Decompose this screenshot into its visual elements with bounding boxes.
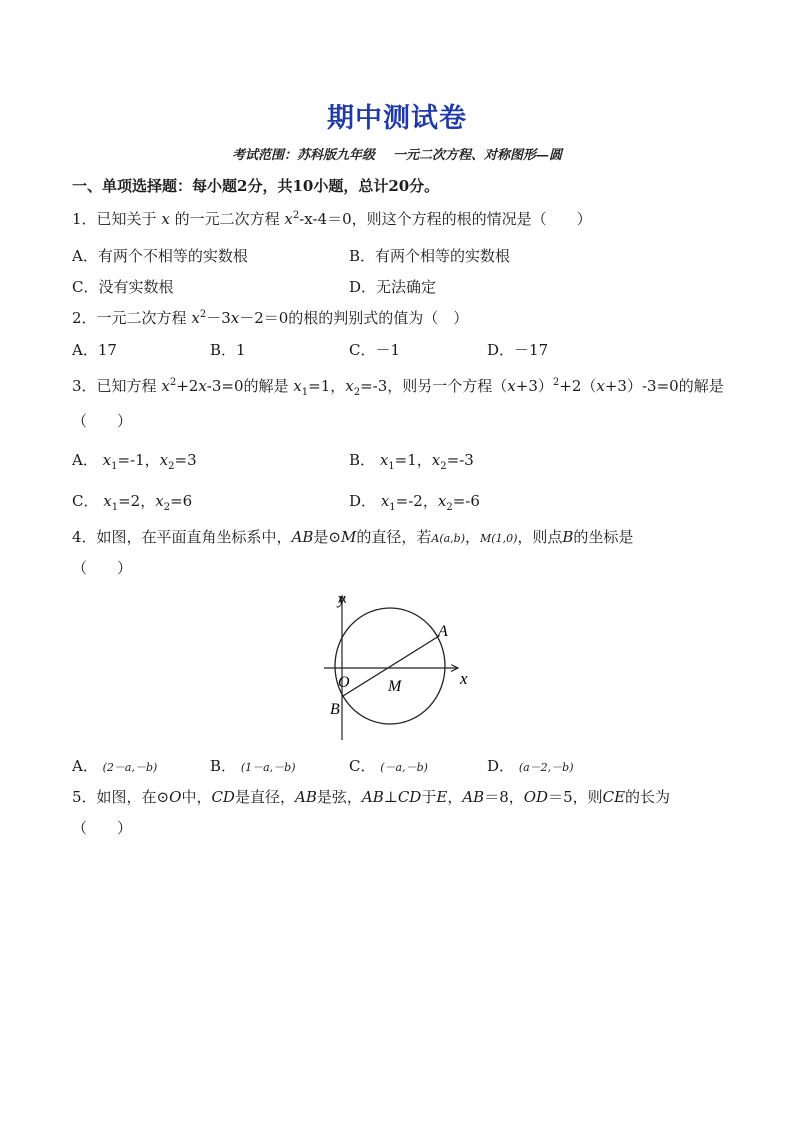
- q4-sep: ，: [465, 528, 481, 546]
- q3-text: 已知方程: [96, 377, 157, 395]
- q3-p3: +3）-3=0的解是: [604, 377, 724, 395]
- q3-eq-x2: x: [198, 377, 207, 395]
- option-text: 17: [97, 341, 117, 359]
- q4-m: M: [341, 528, 357, 546]
- q3-eq-rest: -3=0的解是: [206, 377, 289, 395]
- q4-option-c: [349, 756, 428, 778]
- q4-answer-paren: （ ）: [72, 559, 133, 577]
- option-key: C．: [72, 278, 99, 296]
- q1-text-mid: 的一元二次方程: [174, 210, 280, 228]
- option-text: 无法确定: [376, 278, 437, 296]
- q3-p1: +3）: [515, 377, 553, 395]
- q2-eq-b: －3: [206, 309, 231, 327]
- question-2: [72, 308, 468, 328]
- q2-option-b: [210, 340, 246, 360]
- circle-coordinate-figure: [318, 588, 478, 744]
- q2-option-a: [72, 340, 117, 360]
- opt-var: x: [155, 492, 164, 510]
- question-3: [72, 376, 724, 396]
- opt-var: x: [103, 492, 112, 510]
- q3-sub2: 2: [353, 387, 361, 398]
- option-text: 有两个相等的实数根: [375, 247, 511, 265]
- section-heading: 一、单项选择题：每小题2分，共10小题，总计20分。: [72, 177, 440, 195]
- q5-t1: 中，: [181, 788, 212, 806]
- q3-x1: x: [293, 377, 302, 395]
- question-number: 4．: [72, 528, 97, 546]
- q3-sub1: 1: [301, 387, 309, 398]
- q1-option-b: [349, 246, 510, 266]
- label-a: A: [438, 623, 448, 640]
- question-1: [72, 209, 592, 229]
- opt-val: =2，: [118, 492, 156, 510]
- q4-text-post: ，则点: [517, 528, 563, 546]
- option-key: C．: [349, 341, 376, 359]
- page-title: 期中测试卷: [327, 103, 467, 134]
- q2-eq-rest: －2＝0的根的判别式的值为（ ）: [239, 309, 469, 327]
- label-o: O: [338, 674, 350, 691]
- q3-eq-x: x: [161, 377, 170, 395]
- opt-val: =-3: [446, 451, 474, 469]
- opt-sub: 2: [168, 461, 175, 472]
- q2-eq-exp: 2: [199, 309, 207, 320]
- q5-ab2: AB: [361, 788, 384, 806]
- question-5: [72, 787, 670, 807]
- q3-eq-exp: 2: [169, 377, 177, 388]
- q5-cd: CD: [211, 788, 235, 806]
- q5-od: OD: [523, 788, 549, 806]
- question-number: 1．: [72, 210, 97, 228]
- q5-t3: 是弦，: [316, 788, 362, 806]
- q3-x4: x: [596, 377, 605, 395]
- option-key: B．: [210, 757, 237, 775]
- opt-sub: 1: [111, 502, 119, 513]
- q3-eq-b: +2: [176, 377, 199, 395]
- q2-option-d: [487, 340, 548, 360]
- q4-b: B: [562, 528, 574, 546]
- opt-val: =6: [170, 492, 193, 510]
- q3-p2: +2（: [559, 377, 597, 395]
- opt-var: x: [159, 451, 169, 469]
- q1-eq-rest: -x-4＝0，则这个方程的根的情况是（ ）: [299, 210, 592, 228]
- q4-text-mid: 是⊙: [313, 528, 341, 546]
- option-key: B．: [349, 451, 376, 469]
- q5-t4: ⊥: [383, 788, 398, 806]
- q5-o: O: [169, 788, 182, 806]
- option-key: D．: [487, 341, 515, 359]
- q4-option-a: [72, 756, 157, 778]
- q2-eq-x2: x: [230, 309, 240, 327]
- option-text: (a－2,－b): [518, 761, 574, 774]
- q3-x2: x: [345, 377, 354, 395]
- opt-var: x: [431, 451, 441, 469]
- option-text: (1－a,－b): [240, 761, 296, 774]
- option-key: D．: [349, 492, 377, 510]
- q4-text-post2: 的坐标是: [573, 528, 634, 546]
- opt-sub: 2: [163, 502, 171, 513]
- q4-text: 如图，在平面直角坐标系中，: [96, 528, 292, 546]
- q5-t2: 是直径，: [234, 788, 295, 806]
- question-number: 5．: [72, 788, 97, 806]
- q4-text-mid2: 的直径，若: [356, 528, 432, 546]
- q4-point-a: A(a,b): [431, 532, 465, 545]
- q3-option-c: [72, 491, 192, 511]
- q3-v1: =1，: [308, 377, 346, 395]
- option-key: C．: [72, 492, 99, 510]
- opt-val: =-6: [452, 492, 480, 510]
- q3-answer-paren: （ ）: [72, 412, 133, 430]
- scope-label: 考试范围：苏科版九年级: [231, 148, 375, 163]
- option-text: 没有实数根: [98, 278, 174, 296]
- option-text: 有两个不相等的实数根: [97, 247, 248, 265]
- question-4: [72, 527, 633, 549]
- q4-option-d: [487, 756, 574, 778]
- label-m: M: [388, 678, 402, 695]
- opt-sub: 1: [111, 461, 118, 472]
- opt-sub: 1: [389, 502, 396, 513]
- q3-option-d: [349, 491, 480, 511]
- q5-t5: 于: [421, 788, 437, 806]
- q5-ce: CE: [602, 788, 626, 806]
- option-key: A．: [72, 341, 98, 359]
- opt-var: x: [102, 451, 112, 469]
- option-text: －1: [375, 341, 401, 359]
- q1-var: x: [161, 210, 170, 228]
- option-key: D．: [349, 278, 377, 296]
- opt-val: =-1，: [117, 451, 160, 469]
- q3-x3: x: [507, 377, 516, 395]
- question-number: 2．: [72, 309, 97, 327]
- option-text: (－a,－b): [380, 761, 428, 774]
- option-key: B．: [349, 247, 376, 265]
- q3-exp2: 2: [552, 377, 560, 388]
- question-number: 3．: [72, 377, 97, 395]
- q2-text: 一元二次方程: [96, 309, 187, 327]
- option-text: 1: [236, 341, 246, 359]
- q1-text: 已知关于: [96, 210, 157, 228]
- q2-option-c: [349, 340, 400, 360]
- opt-var: x: [437, 492, 447, 510]
- option-text: (2－a,－b): [102, 761, 158, 774]
- opt-sub: 2: [440, 461, 447, 472]
- option-key: B．: [210, 341, 237, 359]
- label-x: x: [460, 669, 468, 688]
- exam-scope: [0, 144, 794, 163]
- opt-val: =1，: [394, 451, 432, 469]
- q3-option-a: [72, 450, 197, 470]
- q5-e: E: [436, 788, 448, 806]
- label-y: y: [338, 589, 346, 608]
- q4-ab: AB: [291, 528, 314, 546]
- q1-option-a: [72, 246, 248, 266]
- opt-val: =-2，: [395, 492, 438, 510]
- q1-option-c: [72, 277, 174, 297]
- q5-answer-paren: （ ）: [72, 819, 133, 837]
- q3-v2: =-3，则另一个方程（: [360, 377, 508, 395]
- opt-var: x: [379, 451, 389, 469]
- q5-t9: 的长为: [625, 788, 671, 806]
- q3-option-b: [349, 450, 474, 470]
- option-key: A．: [72, 247, 98, 265]
- q5-text: 如图，在⊙: [96, 788, 170, 806]
- q1-option-d: [349, 277, 436, 297]
- q5-ab: AB: [294, 788, 317, 806]
- q5-t6: ，: [447, 788, 463, 806]
- opt-sub: 1: [388, 461, 395, 472]
- option-key: D．: [487, 757, 515, 775]
- opt-val: =3: [174, 451, 197, 469]
- q5-ab3: AB: [462, 788, 485, 806]
- label-b: B: [330, 701, 340, 718]
- q5-cd2: CD: [397, 788, 422, 806]
- option-key: C．: [349, 757, 376, 775]
- option-key: A．: [72, 451, 98, 469]
- opt-sub: 2: [446, 502, 453, 513]
- option-key: A．: [72, 757, 98, 775]
- q2-eq-x: x: [191, 309, 200, 327]
- option-text: －17: [514, 341, 549, 359]
- q5-t8: ＝5，则: [548, 788, 603, 806]
- opt-var: x: [380, 492, 390, 510]
- q4-point-m: M(1,0): [480, 532, 518, 545]
- q1-eq-exp: 2: [292, 210, 300, 221]
- scope-content: 一元二次方程、对称图形—圆: [393, 148, 563, 163]
- q5-t7: ＝8，: [484, 788, 524, 806]
- q4-option-b: [210, 756, 296, 778]
- q1-eq-x: x: [284, 210, 293, 228]
